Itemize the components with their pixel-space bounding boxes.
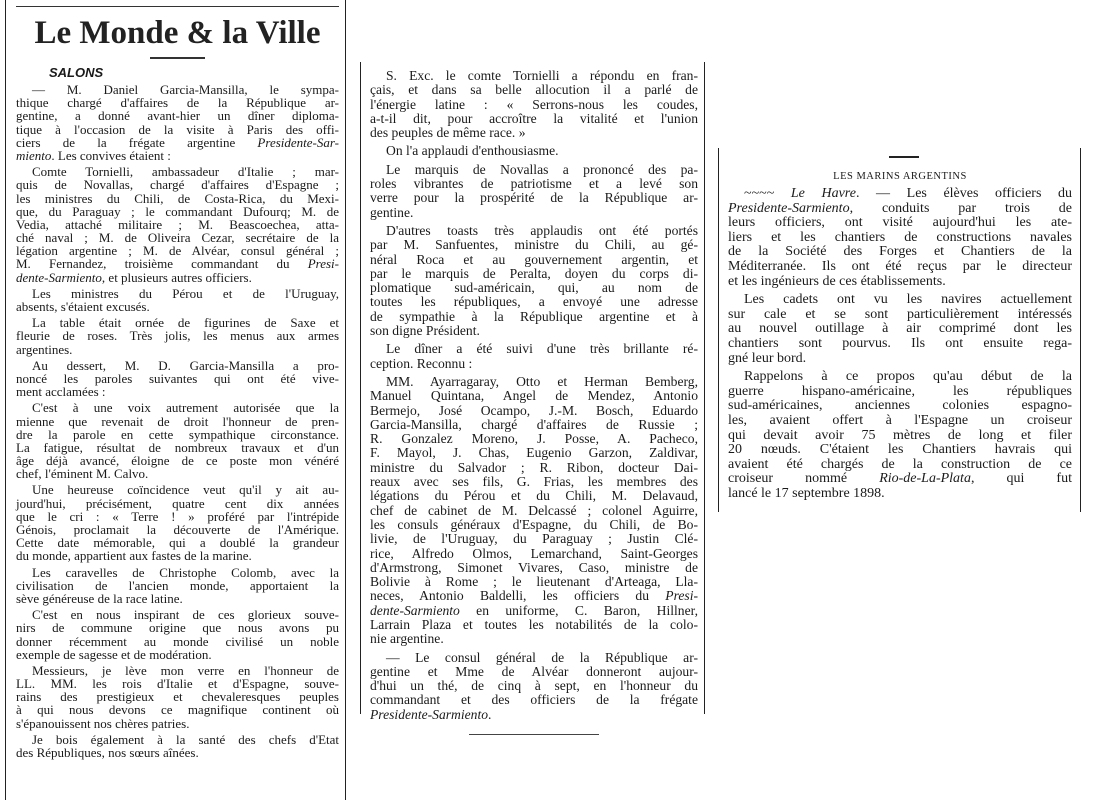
text-line: Les cadets ont vu les navires actuellement xyxy=(744,292,1072,308)
italic-text: Presidente-Sar- xyxy=(257,134,339,150)
text-line: C'est en nous inspirant de ces glorieux souve- xyxy=(32,607,339,623)
italic-text: miento xyxy=(16,147,52,163)
text-line: F. Mayol, J. Chas, Eugenio Garzon, Zaldivar, xyxy=(370,445,698,461)
column-reception xyxy=(360,62,705,722)
column-salons xyxy=(5,0,346,800)
text-line: roles vibrantes de patriotisme et a levé son xyxy=(370,176,698,192)
paragraph xyxy=(16,483,339,562)
paragraph xyxy=(16,287,339,313)
text-line: ception. Reconnu : xyxy=(370,355,473,371)
text-segment: , qui fut xyxy=(970,471,1072,487)
text-line: tique à l'occasion de la visite à Paris des offi- xyxy=(16,121,339,137)
text-line: que le cri : « Terre ! » proféré par l'intrépide xyxy=(16,508,339,524)
text-line: Génois, proclamait la découverte de l'Amérique. xyxy=(16,522,339,537)
text-segment: . Les convives étaient : xyxy=(51,147,171,163)
text-line: Manuel Quintana, Angel de Mendez, Antonio xyxy=(370,388,698,404)
text-segment: ~~~~ xyxy=(744,186,791,201)
text-line: Méditerranée. Ils ont été reçus par le directeur xyxy=(728,258,1072,274)
italic-text: Presi- xyxy=(665,588,698,604)
paragraph xyxy=(16,566,339,606)
title-ornament xyxy=(150,57,205,59)
text-segment: . — Les élèves officiers du xyxy=(855,186,1072,201)
italic-text: Rio-de-La-Plata xyxy=(879,471,971,487)
italic-text: dente-Sarmiento xyxy=(370,602,460,618)
text-line: thique chargé d'affaires de la République ar- xyxy=(16,95,339,111)
page-title: Le Monde & la Ville xyxy=(34,15,321,51)
text-line: rains des prestigieux et chevaleresques peuples xyxy=(16,689,339,705)
text-line: nie argentine. xyxy=(370,631,444,647)
text-line: Les ministres du Pérou et de l'Uruguay, xyxy=(32,285,339,301)
text-line: du monde, appartient aux fastes de la marine. xyxy=(16,548,252,564)
text-line: Rappelons à ce propos qu'au début de la xyxy=(744,369,1072,385)
text-line: çais, et dans sa belle allocution il a parlé de xyxy=(370,82,698,98)
text-line: qui devait avoir 75 mètres de long et filer xyxy=(728,427,1072,443)
text-segment: croiseur nommé xyxy=(728,471,880,487)
text-line: des peuples de même race. » xyxy=(370,125,526,141)
text-segment: en uniforme, C. Baron, Hillner, xyxy=(459,602,698,618)
paragraph xyxy=(16,83,339,162)
italic-text: Le Havre xyxy=(790,186,856,201)
text-segment: . xyxy=(488,706,492,722)
text-line: — M. Daniel Garcia-Mansilla, le sympa- xyxy=(32,82,339,97)
text-segment: , conduits par trois de xyxy=(849,200,1072,216)
text-line: chef de cabinet de M. Delcassé ; colonel Aguirre, xyxy=(370,502,698,518)
text-line: civilisation de l'ancien monde, apportaient la xyxy=(16,577,339,593)
text-line: R. Gonzalez Moreno, J. Posse, A. Pacheco, xyxy=(370,431,698,447)
text-line xyxy=(728,472,1072,487)
text-line: sud-américaines, anciennes colonies espagno- xyxy=(728,398,1072,414)
paragraph xyxy=(370,342,698,371)
text-line xyxy=(370,708,698,722)
text-line: donner récemment au monde civilisé un noble xyxy=(16,633,339,649)
text-line: argentines. xyxy=(16,341,73,357)
text-line xyxy=(16,149,339,162)
text-line: gné leur bord. xyxy=(728,350,807,366)
text-line: par le marquis de Peralta, doyen du corps di- xyxy=(370,265,698,281)
text-line: par M. Sanfuentes, ministre du Chili, au gé- xyxy=(370,237,698,253)
text-line: légations du Pérou et du Chili, M. Delavaud, xyxy=(370,488,698,504)
text-line xyxy=(370,589,698,603)
article-body xyxy=(728,187,1072,501)
paragraph xyxy=(16,165,339,284)
text-line: exemple de sagesse et de modération. xyxy=(16,646,212,662)
text-line: ministre du Salvador ; R. Ribon, docteur Dai- xyxy=(370,459,698,475)
text-segment: M. Fernandez, troisième commandant du xyxy=(16,256,308,272)
text-line: sur cale et se sont particulièrement intéressés xyxy=(728,306,1072,322)
text-line: D'autres toasts très applaudis ont été portés xyxy=(386,222,698,238)
paragraph xyxy=(16,608,339,661)
text-line: Comte Tornielli, ambassadeur d'Italie ; mar- xyxy=(32,164,339,180)
text-line: Messieurs, je lève mon verre en l'honneur de xyxy=(32,662,339,678)
text-line: des Républiques, nos sœurs aînées. xyxy=(16,745,199,760)
paragraph xyxy=(16,733,339,759)
section-heading: SALONS xyxy=(49,65,104,80)
text-line xyxy=(728,187,1072,202)
text-line: liers et les chantiers de constructions navales xyxy=(728,229,1072,245)
text-line: ché naval ; M. de Oliveira Cezar, secrétaire de la xyxy=(16,230,339,246)
text-line: d'hui un thé, de cinq à sept, en l'honneur du xyxy=(370,678,698,694)
text-line: gentine et Mme de Alvéar donneront aujour- xyxy=(370,663,698,679)
italic-text: dente-Sarmiento xyxy=(16,269,102,285)
text-line: On l'a applaudi d'enthousiasme. xyxy=(386,143,559,159)
text-line: fleurie de roses. Très jolis, les menus aux armes xyxy=(16,328,339,344)
text-line: gentine, a donné avant-hier un dîner diploma- xyxy=(16,108,339,124)
paragraph xyxy=(16,359,339,399)
top-rule xyxy=(16,6,339,7)
text-line: rice, Alfredo Olmos, Lemarchand, Saint-Georges xyxy=(370,545,698,561)
text-line: que, du Paraguay ; le commandant Dufourq; M. de xyxy=(16,203,339,219)
text-line: Cette date mémorable, qui a doublé la grandeur xyxy=(16,535,339,551)
text-line: s'épanouissent nos chères patries. xyxy=(16,715,190,731)
text-line: sève généreuse de la race latine. xyxy=(16,590,183,606)
text-line: reaux avec ses fils, G. Frias, les membres des xyxy=(370,474,698,490)
text-line: légation argentine ; M. de Alvéar, consul général ; xyxy=(16,243,339,259)
italic-text: Presi- xyxy=(307,256,339,272)
text-line: noncé les paroles suivantes qui ont été vive- xyxy=(16,370,339,386)
paragraph xyxy=(728,187,1072,289)
text-line: jourd'hui, précisément, quatre cent dix années xyxy=(16,495,339,511)
text-line: chef, l'éminent M. Calvo. xyxy=(16,466,149,482)
separator-rule xyxy=(889,156,919,158)
text-line: quis de Novallas, chargé d'affaires d'Espagne ; xyxy=(16,177,339,193)
text-line: de la Société des Forges et Chantiers de la xyxy=(728,244,1072,260)
article-heading: LES MARINS ARGENTINS xyxy=(833,171,967,182)
text-line: les ministres du Chili, de Costa-Rica, du Mexi- xyxy=(16,190,339,206)
text-segment: neces, Antonio Baldelli, les officiers du xyxy=(370,588,666,604)
paragraph xyxy=(16,664,339,730)
text-line: de sympathie à la République argentine et à xyxy=(370,308,698,324)
text-line: chantiers sont pourvus. Ils ont ensuite rega- xyxy=(728,335,1072,351)
text-line: dre la parole en cette sympathique circonstance. xyxy=(16,426,339,442)
text-line: guerre hispano-américaine, les républiques xyxy=(728,383,1072,399)
paragraph xyxy=(370,144,698,158)
text-line: Les caravelles de Christophe Colomb, avec la xyxy=(32,564,339,580)
text-line: les, avaient offert à l'Espagne un croiseur xyxy=(728,412,1072,428)
text-segment: ciers de la frégate argentine xyxy=(16,134,258,150)
text-line: les consuls généraux d'Espagne, du Chili, de Bo- xyxy=(370,516,698,532)
text-line: lancé le 17 septembre 1898. xyxy=(728,485,885,501)
text-line: verre pour la prospérité de la République ar- xyxy=(370,190,698,206)
paragraph xyxy=(728,370,1072,501)
paragraph xyxy=(16,316,339,356)
article-body xyxy=(370,69,698,722)
paragraph xyxy=(728,293,1072,366)
text-line: a-t-il dit, pour accroître la vitalité et l'union xyxy=(370,110,698,126)
text-line: livie, de l'Uruguay, du Paraguay ; Justin Clé- xyxy=(370,531,698,547)
text-line: Le marquis de Novallas a prononcé des pa- xyxy=(386,161,698,177)
text-line: absents, s'étaient excusés. xyxy=(16,299,150,314)
text-line: l'énergie latine : « Serrons-nous les coudes, xyxy=(370,96,698,112)
text-line xyxy=(728,202,1072,217)
text-line: gentine. xyxy=(370,204,414,220)
text-line: Garcia-Mansilla, chargé d'affaires de Russie ; xyxy=(370,416,698,432)
column-marins-argentins xyxy=(718,148,1081,512)
text-line: Au dessert, M. D. Garcia-Mansilla a pro- xyxy=(32,357,339,373)
text-line: commandant et des officiers de la frégate xyxy=(370,692,698,708)
text-line: leurs officiers, ont visité aujourd'hui les ate- xyxy=(728,215,1072,231)
text-line: âge déjà avancé, éloigne de ce poste mon vénéré xyxy=(16,453,339,469)
text-segment: , et plusieurs autres officiers. xyxy=(101,269,252,285)
text-line: à qui nous devons ce magnifique continent où xyxy=(16,702,339,718)
text-line: Larrain Plaza et toutes les notabilités de la colo- xyxy=(370,616,698,632)
paragraph xyxy=(16,401,339,480)
text-line: MM. Ayarragaray, Otto et Herman Bemberg, xyxy=(386,373,698,389)
text-line: ment acclamées : xyxy=(16,384,106,400)
text-line: Une heureuse coïncidence veut qu'il y ait au- xyxy=(32,482,339,498)
text-line: nirs de commune origine que nous avons pu xyxy=(16,620,339,636)
text-line: Bermejo, José Ocampo, J.-M. Bosch, Eduardo xyxy=(370,402,698,418)
paragraph xyxy=(370,163,698,220)
text-line: LL. MM. les rois d'Italie et d'Espagne, souve- xyxy=(16,676,339,692)
text-line: toutes les républiques, a envoyé une adresse xyxy=(370,294,698,310)
text-line: Vedia, attaché militaire ; M. Beascoechea, atta- xyxy=(16,216,339,232)
text-line: son digne Président. xyxy=(370,323,480,339)
text-line: et les ingénieurs de ces établissements. xyxy=(728,273,946,289)
text-line: La fatigue, résultat de nombreux travaux et d'un xyxy=(16,439,339,455)
paragraph xyxy=(370,224,698,338)
end-ornament xyxy=(469,734,599,735)
text-line xyxy=(370,604,698,618)
text-line: — Le consul général de la République ar- xyxy=(386,649,698,665)
text-line: Le dîner a été suivi d'une très brillante ré- xyxy=(386,341,698,357)
text-line: avaient été chargés de la construction de ce xyxy=(728,456,1072,472)
text-line: plomatique sud-américain, qui, au nom de xyxy=(370,280,698,296)
paragraph xyxy=(370,69,698,140)
text-line: C'est à une voix autrement autorisée que la xyxy=(32,400,339,416)
text-line: S. Exc. le comte Tornielli a répondu en fran- xyxy=(386,68,698,83)
paragraph xyxy=(370,375,698,647)
text-line: 20 nœuds. C'étaient les Chantiers havrais qui xyxy=(728,442,1072,458)
text-line: au nouvel outillage à air comprimé dont les xyxy=(728,321,1072,337)
paragraph xyxy=(370,651,698,722)
text-line: néral Roca et au gouvernement argentin, et xyxy=(370,251,698,267)
text-line: La table était ornée de figurines de Saxe et xyxy=(32,315,339,331)
text-line: mienne que revenait de droit l'honneur de pren- xyxy=(16,413,339,429)
italic-text: Presidente-Sarmiento xyxy=(728,200,850,216)
text-line: Je bois également à la santé des chefs d'Etat xyxy=(32,731,339,747)
text-line: Bolivie à Rome ; le lieutenant d'Arteaga, Lla- xyxy=(370,574,698,590)
text-line xyxy=(16,271,339,284)
article-body xyxy=(16,83,339,759)
italic-text: Presidente-Sarmiento xyxy=(370,706,489,722)
text-line: d'Armstrong, Simonet Vivares, Caso, ministre de xyxy=(370,559,698,575)
